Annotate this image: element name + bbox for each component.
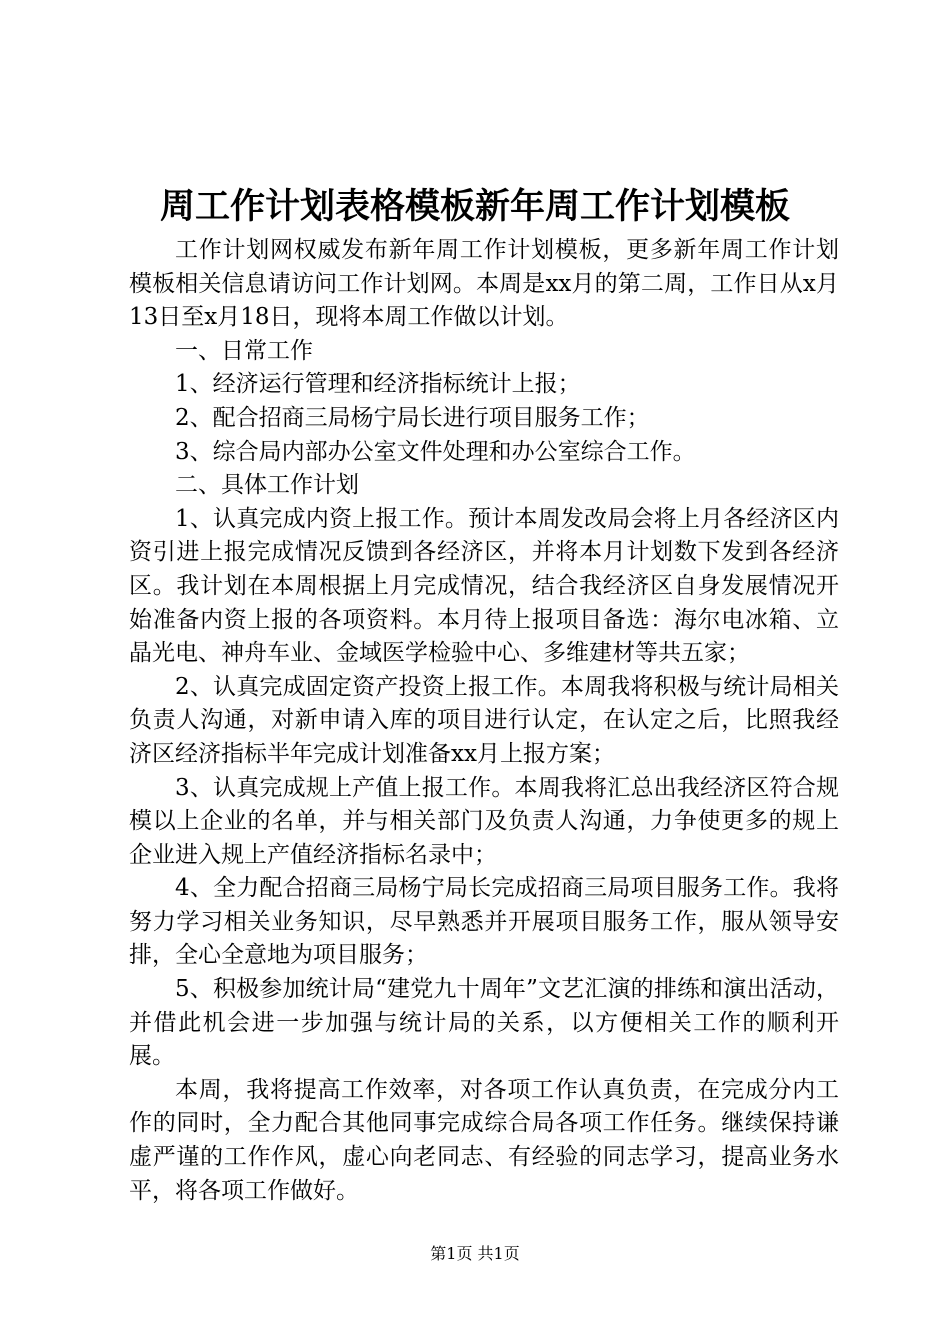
list-item-daily-2: 2、配合招商三局杨宁局长进行项目服务工作； (175, 404, 650, 431)
section-heading-specific-plan: 二、具体工作计划 (175, 472, 359, 499)
document-title: 周工作计划表格模板新年周工作计划模板 (159, 186, 790, 227)
page-number-footer: 第1页 共1页 (430, 1244, 520, 1263)
list-item-daily-3: 3、综合局内部办公室文件处理和办公室综合工作。 (175, 438, 696, 465)
paragraph-closing: 本周，我将提高工作效率，对各项工作认真负责，在完成分内工作的同时，全力配合其他同事完成综合局各项工作任务。继续保持谦虚严谨的工作作风，虚心向老同志、有经验的同志学习，提高业务水平，将各项工作做好。 (129, 1076, 839, 1204)
list-item-plan-5: 5、积极参加统计局“建党九十周年”文艺汇演的排练和演出活动，并借此机会进一步加强与统计局的关系，以方便相关工作的顺利开展。 (129, 976, 839, 1070)
section-heading-daily-work: 一、日常工作 (175, 337, 313, 364)
list-item-plan-4: 4、全力配合招商三局杨宁局长完成招商三局项目服务工作。我将努力学习相关业务知识，尽早熟悉并开展项目服务工作，服从领导安排，全心全意地为项目服务； (129, 875, 839, 969)
list-item-plan-1: 1、认真完成内资上报工作。预计本周发改局会将上月各经济区内资引进上报完成情况反馈到各经济区，并将本月计划数下发到各经济区。我计划在本周根据上月完成情况，结合我经济区自身发展情况开始准备内资上报的各项资料。本月待上报项目备选：海尔电冰箱、立晶光电、神舟车业、金域医学检验中心、多维建材等共五家； (129, 505, 839, 667)
list-item-daily-1: 1、经济运行管理和经济指标统计上报； (175, 371, 581, 398)
document-body (129, 234, 839, 1208)
list-item-plan-3: 3、认真完成规上产值上报工作。本周我将汇总出我经济区符合规模以上企业的名单，并与相关部门及负责人沟通，力争使更多的规上企业进入规上产值经济指标名录中； (129, 774, 839, 868)
paragraph-intro: 工作计划网权威发布新年周工作计划模板，更多新年周工作计划模板相关信息请访问工作计划网。本周是xx月的第二周，工作日从x月13日至x月18日，现将本周工作做以计划。 (129, 237, 839, 331)
list-item-plan-2: 2、认真完成固定资产投资上报工作。本周我将积极与统计局相关负责人沟通，对新申请入库的项目进行认定，在认定之后，比照我经济区经济指标半年完成计划准备xx月上报方案； (129, 673, 839, 767)
